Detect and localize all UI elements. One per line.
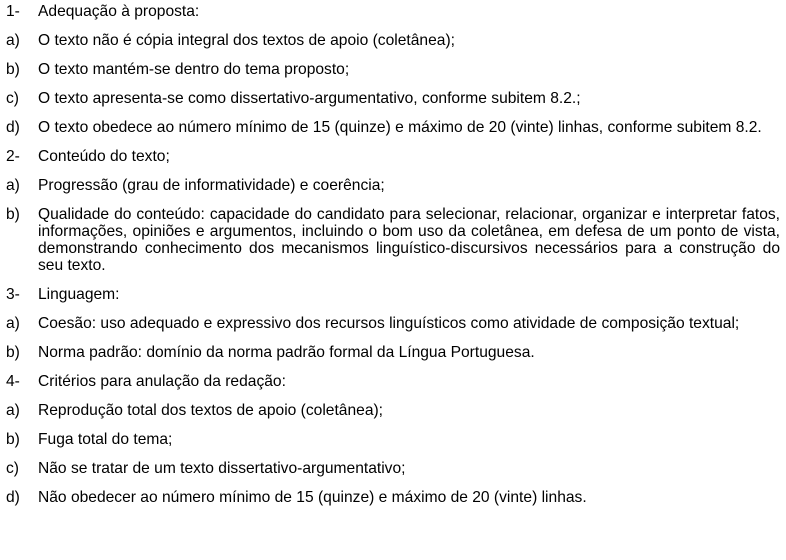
section-title: Adequação à proposta: [38,3,200,20]
item-marker: a) [6,177,20,194]
criteria-item [6,315,780,332]
item-marker: d) [6,489,20,506]
section-heading [6,373,780,390]
item-marker: a) [6,402,20,419]
item-text: O texto mantém-se dentro do tema proposto; [38,61,350,78]
section-heading [6,3,780,20]
item-text: O texto não é cópia integral dos textos de apoio (coletânea); [38,32,455,49]
item-marker: b) [6,431,20,448]
item-marker: c) [6,90,19,107]
item-text: Norma padrão: domínio da norma padrão formal da Língua Portuguesa. [38,344,535,361]
criteria-item [6,344,780,361]
item-marker: a) [6,315,20,332]
item-marker: c) [6,460,19,477]
section-title: Critérios para anulação da redação: [38,373,286,390]
item-text: Progressão (grau de informatividade) e coerência; [38,177,385,194]
section-title: Conteúdo do texto; [38,148,170,165]
criteria-item [6,119,780,136]
section-number: 4- [6,373,20,390]
item-text: O texto obedece ao número mínimo de 15 (quinze) e máximo de 20 (vinte) linhas, conforme subitem 8.2. [38,119,762,136]
criteria-item [6,32,780,49]
criteria-item [6,61,780,78]
criteria-item [6,206,780,274]
section-number: 2- [6,148,20,165]
section-title: Linguagem: [38,286,120,303]
item-text: Não obedecer ao número mínimo de 15 (quinze) e máximo de 20 (vinte) linhas. [38,489,587,506]
section-heading [6,286,780,303]
criteria-item [6,460,780,477]
item-marker: d) [6,119,20,136]
criteria-item [6,489,780,506]
section-number: 1- [6,3,20,20]
criteria-item [6,90,780,107]
item-marker: a) [6,32,20,49]
item-text: Não se tratar de um texto dissertativo-argumentativo; [38,460,406,477]
criteria-item [6,431,780,448]
section-heading [6,148,780,165]
criteria-item [6,402,780,419]
item-text: Fuga total do tema; [38,431,173,448]
section-number: 3- [6,286,20,303]
item-text: Reprodução total dos textos de apoio (coletânea); [38,402,384,419]
item-text: Qualidade do conteúdo: capacidade do candidato para selecionar, relacionar, organizar e interpretar fatos, informações, opiniões e argumentos, incluindo o bom uso da coletânea, em defesa de um ponto de vista, demonstrando conhecimento dos mecanismos linguístico-discursivos necessários para a construção do seu texto. [38,206,780,274]
item-text: O texto apresenta-se como dissertativo-argumentativo, conforme subitem 8.2.; [38,90,581,107]
criteria-item [6,177,780,194]
item-marker: b) [6,206,20,223]
item-marker: b) [6,344,20,361]
item-marker: b) [6,61,20,78]
item-text: Coesão: uso adequado e expressivo dos recursos linguísticos como atividade de composição textual; [38,315,740,332]
